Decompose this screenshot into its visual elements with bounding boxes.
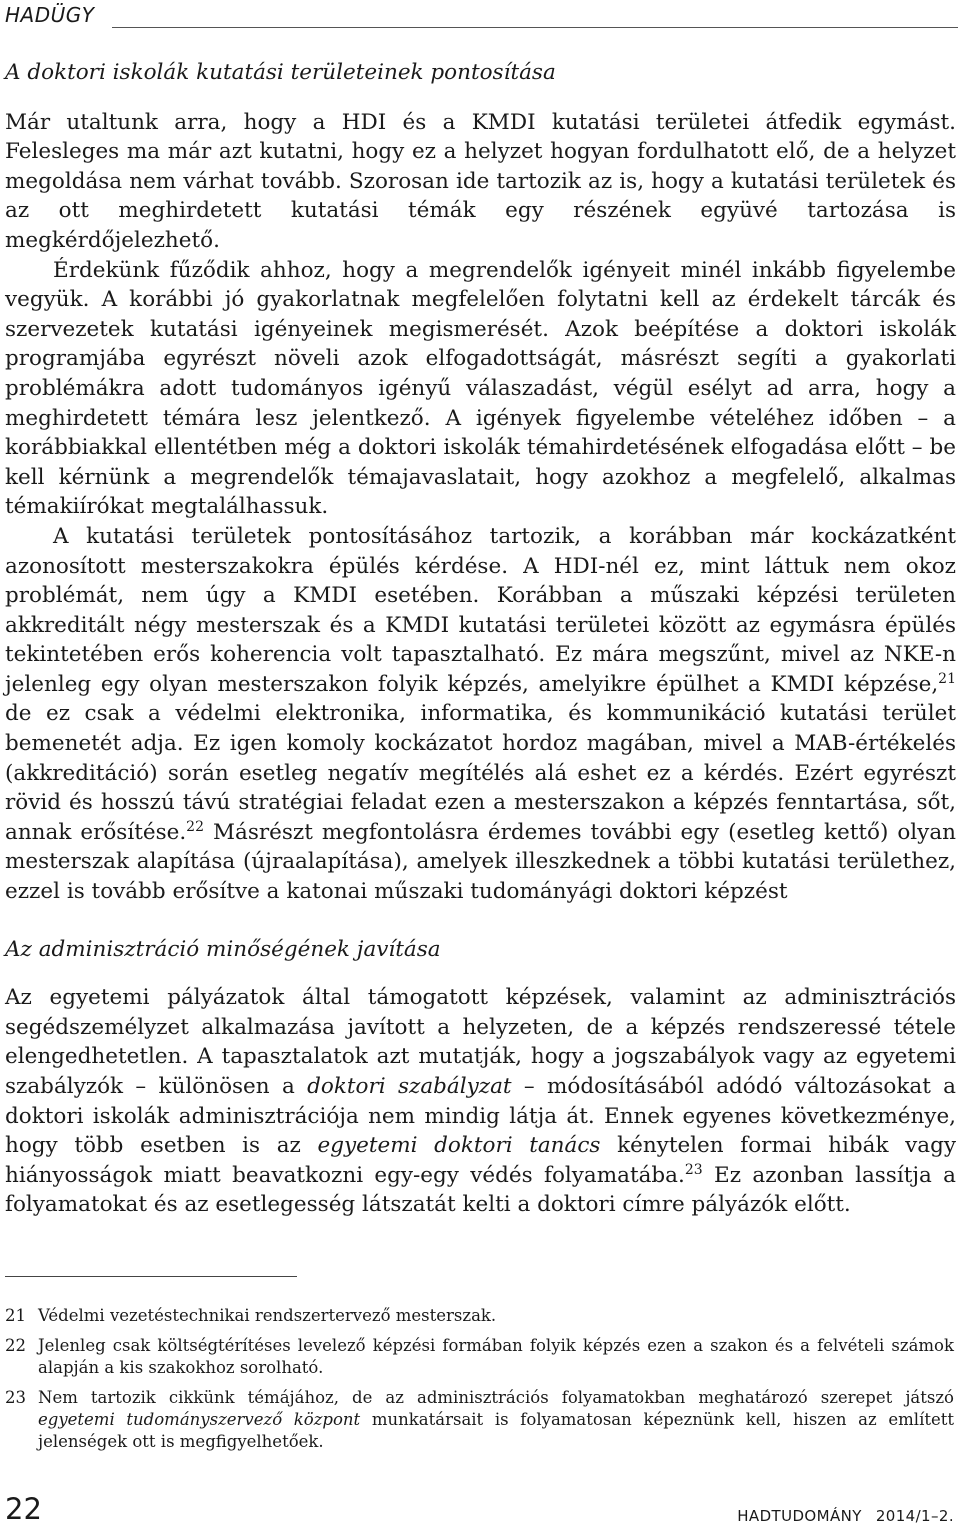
footnote-text-b: munkatársait is folyamatosan képeznünk kell, hiszen az említett jelenségek ott is megfigyelhetőek. bbox=[38, 1410, 955, 1451]
paragraph-3-text-b: de ez csak a védelmi elektronika, informatika, és kommunikáció kutatási terület bemenetét adja. Ez igen komoly kockázatot hordoz magában, mivel a MAB-értékelés (akkreditáció) során esetleg negatív megítélés alá eshet ez a kérdés. Ezért egyrészt rövid és hosszú távú stratégiai feladat ezen a mesterszakon a képzés fenntartása, sőt, annak erősítése. bbox=[5, 701, 956, 845]
footnote-ref-23: 23 bbox=[684, 1161, 703, 1178]
article-body bbox=[5, 58, 956, 1220]
emphasis-doctoral-regulation: doktori szabályzat bbox=[307, 1074, 512, 1099]
footnote-number: 22 bbox=[5, 1336, 26, 1355]
journal-issue: 2014/1–2. bbox=[875, 1507, 954, 1525]
footnote-text: Védelmi vezetéstechnikai rendszertervező mesterszak. bbox=[38, 1306, 497, 1325]
footnote-21 bbox=[5, 1305, 954, 1327]
section-label: HADÜGY bbox=[5, 3, 95, 27]
paragraph-3 bbox=[5, 522, 956, 907]
journal-footer bbox=[737, 1507, 954, 1525]
section-heading-administration: Az adminisztráció minőségének javítása bbox=[5, 936, 441, 962]
footnote-22 bbox=[5, 1335, 954, 1379]
paragraph-2: Érdekünk fűződik ahhoz, hogy a megrendelők igényeit minél inkább figyelembe vegyük. A korábbi jó gyakorlatnak megfelelően folytatni kell az érdekelt tárcák és szervezetek kutatási igényeinek megismerését. Azok beépítése a doktori iskolák programjába egyrészt növeli azok elfogadottságát, másrészt segíti a gyakorlati problémákra adott tudományos igényű válaszadást, végül esélyt ad arra, hogy a meghirdetett témára lesz jelentkező. A igények figyelembe vételéhez időben – a korábbiakkal ellentétben még a doktori iskolák témahirdetésének elfogadása előtt – be kell kérnünk a megrendelők témajavaslatait, hogy azokhoz a megfelelő, alkalmas témakiírókat megtalálhassuk. bbox=[5, 257, 956, 520]
footnote-ref-21: 21 bbox=[938, 670, 956, 687]
page-number: 22 bbox=[5, 1492, 42, 1526]
paragraph-4-text-c: kénytelen formai hibák vagy hiányosságok miatt beavatkozni egy-egy védés folyamatába. bbox=[5, 1133, 957, 1188]
paragraph-3-text-c: Másrészt megfontolásra érdemes további egy (esetleg kettő) olyan mesterszak alapítása (újraalapítása), amelyek illeszkednek a többi kutatási területhez, ezzel is tovább erősítve a katonai műszaki tudományági doktori képzést bbox=[5, 819, 956, 905]
paragraph-3-text-a: A kutatási területek pontosításához tartozik, a korábban már kockázatként azonosított mesterszakokra épülés kérdése. A HDI-nél ez, mint láttuk nem okoz problémát, nem úgy a KMDI esetében. Korábban a műszaki képzési területen akkreditált négy mesterszak és a KMDI kutatási területei között az egymásra épülés tekintetében erős koherencia volt tapasztalható. Ez mára megszűnt, mivel az NKE-n jelenleg egy olyan mesterszakon folyik képzés, amelyikre épülhet a KMDI képzése, bbox=[5, 523, 956, 697]
footnote-ref-22: 22 bbox=[186, 818, 204, 835]
footnote-number: 21 bbox=[5, 1306, 26, 1325]
footnote-number: 23 bbox=[5, 1388, 26, 1407]
paragraph-4-text-d: Ez azonban lassítja a folyamatokat és az esetlegesség látszatát kelti a doktori címre pályázók előtt. bbox=[5, 1162, 956, 1218]
footnote-text: Jelenleg csak költségtérítéses levelező képzési formában folyik képzés ezen a szakon és a felvételi számok alapján a kis szakokhoz sorolható. bbox=[38, 1336, 954, 1377]
paragraph-4-text-b: – módosításából adódó változásokat a doktori iskolák adminisztrációja nem mindig látja át. Ennek egyenes következménye, hogy több esetben is az bbox=[5, 1074, 957, 1159]
paragraph-1: Már utaltunk arra, hogy a HDI és a KMDI kutatási területei átfedik egymást. Felesleges ma már azt kutatni, hogy ez a helyzet hogyan fordulhatott elő, de a helyzet megoldása nem várhat tovább. Szorosan ide tartozik az is, hogy a kutatási területek és az ott meghirdetett kutatási témák egy részének együvé tartozása is megkérdőjelezhető. bbox=[5, 109, 956, 253]
emphasis-doctoral-council: egyetemi doktori tanács bbox=[317, 1133, 601, 1159]
journal-name: HADTUDOMÁNY bbox=[737, 1507, 862, 1525]
section-heading-research-areas: A doktori iskolák kutatási területeinek pontosítása bbox=[5, 60, 556, 85]
paragraph-4 bbox=[5, 983, 956, 1220]
header-rule bbox=[112, 27, 958, 28]
footnote-23 bbox=[5, 1387, 954, 1453]
footnotes bbox=[5, 1305, 954, 1461]
footnote-rule bbox=[5, 1276, 297, 1277]
paragraph-4-text-a: Az egyetemi pályázatok által támogatott képzések, valamint az adminisztrációs segédszemélyzet alkalmazása javított a helyzeten, de a képzés rendszeressé tétele elengedhetetlen. A tapasztalatok azt mutatják, hogy a jogszabályok vagy az egyetemi szabályzók – különösen a bbox=[5, 985, 956, 1099]
footnote-text bbox=[38, 1387, 954, 1453]
emphasis-research-center: egyetemi tudományszervező központ bbox=[38, 1410, 361, 1429]
footnote-text-a: Nem tartozik cikkünk témájához, de az adminisztrációs folyamatokban meghatározó szerepet játszó bbox=[38, 1388, 954, 1407]
